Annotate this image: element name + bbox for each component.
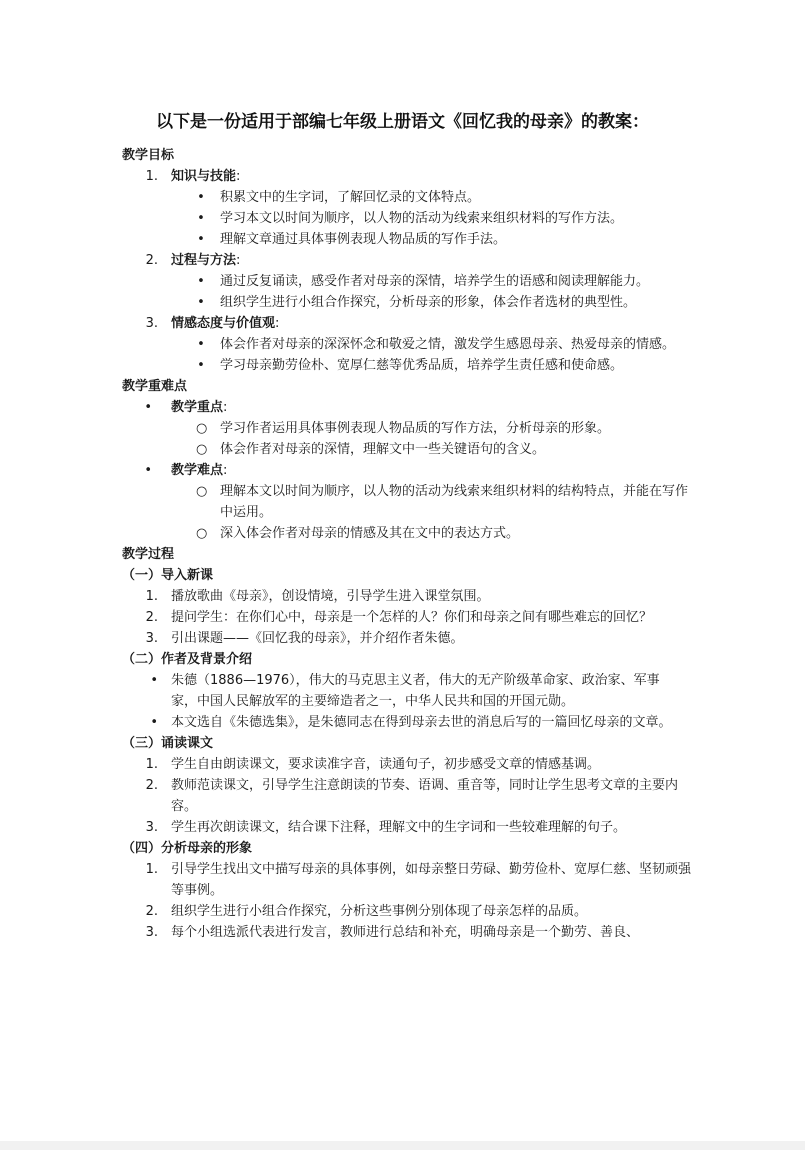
label-colon: :: [236, 169, 241, 184]
list-item: [122, 229, 692, 250]
list-number: 1.: [145, 757, 158, 772]
list-item-text: 学习作者运用具体事例表现人物品质的写作方法，分析母亲的形象。: [220, 421, 611, 436]
list-item: [122, 418, 692, 439]
list-item-text: 理解本文以时间为顺序，以人物的活动为线索来组织材料的结构特点，并能在写作中运用。: [220, 484, 689, 520]
list-number: 2.: [145, 610, 158, 625]
list-number: 3.: [145, 631, 158, 646]
list-item: [122, 817, 692, 838]
list-item-text: 通过反复诵读，感受作者对母亲的深情，培养学生的语感和阅读理解能力。: [220, 274, 650, 289]
objective-label: 情感态度与价值观: [171, 316, 276, 331]
list-item-text: 引导学生找出文中描写母亲的具体事例，如母亲整日劳碌、勤劳俭朴、宽厚仁慈、坚韧顽强等事例。: [171, 862, 692, 898]
list-number: 3.: [145, 925, 158, 940]
label-colon: :: [275, 316, 280, 331]
list-item-text: 教师范读课文，引导学生注意朗读的节奏、语调、重音等，同时让学生思考文章的主要内容。: [171, 778, 679, 814]
list-number: 1.: [145, 169, 158, 184]
subsection-heading: （三）诵读课文: [122, 736, 214, 751]
section-heading-keypoints: 教学重难点: [122, 379, 188, 394]
objective-group: [122, 166, 692, 187]
keypoint-group: [122, 460, 692, 481]
list-item-text: 组织学生进行小组合作探究，分析这些事例分别体现了母亲怎样的品质。: [171, 904, 588, 919]
list-item: [122, 292, 692, 313]
list-item: [122, 712, 683, 733]
bullet-icon: •: [150, 715, 158, 730]
list-item: [122, 208, 692, 229]
list-number: 2.: [145, 253, 158, 268]
list-number: 2.: [145, 778, 158, 793]
list-item-text: 播放歌曲《母亲》，创设情境，引导学生进入课堂氛围。: [171, 589, 490, 604]
circle-bullet-icon: ○: [196, 421, 208, 436]
bullet-icon: •: [197, 211, 205, 226]
list-item: [122, 187, 692, 208]
list-item-text: 体会作者对母亲的深情，理解文中一些关键语句的含义。: [220, 442, 546, 457]
bullet-icon: •: [150, 673, 158, 688]
list-item-text: 提问学生：在你们心中，母亲是一个怎样的人？你们和母亲之间有哪些难忘的回忆？: [171, 610, 653, 625]
subsection-heading: （二）作者及背景介绍: [122, 652, 253, 667]
list-item: [122, 334, 676, 355]
list-number: 1.: [145, 589, 158, 604]
list-item: [122, 271, 660, 292]
list-number: 3.: [145, 820, 158, 835]
list-item-text: 每个小组选派代表进行发言，教师进行总结和补充，明确母亲是一个勤劳、善良、: [171, 925, 640, 940]
list-item: [122, 586, 692, 607]
label-colon: :: [236, 253, 241, 268]
list-item-text: 积累文中的生字词，了解回忆录的文体特点。: [220, 190, 481, 205]
list-item: [122, 670, 683, 712]
list-item-text: 组织学生进行小组合作探究，分析母亲的形象，体会作者选材的典型性。: [220, 295, 637, 310]
list-item: [122, 901, 692, 922]
bullet-icon: •: [197, 358, 205, 373]
bullet-icon: •: [144, 463, 152, 478]
list-item: [122, 754, 692, 775]
circle-bullet-icon: ○: [196, 526, 208, 541]
list-item-text: 本文选自《朱德选集》，是朱德同志在得到母亲去世的消息后写的一篇回忆母亲的文章。: [171, 715, 672, 730]
list-item-text: 深入体会作者对母亲的情感及其在文中的表达方式。: [220, 526, 520, 541]
list-number: 2.: [145, 904, 158, 919]
subsection-heading: （四）分析母亲的形象: [122, 841, 253, 856]
list-item-text: 学生自由朗读课文，要求读准字音，读通句子，初步感受文章的情感基调。: [171, 757, 601, 772]
document-body: [122, 145, 692, 943]
list-item: [122, 922, 692, 943]
section-heading-process: 教学过程: [122, 547, 175, 562]
bullet-icon: •: [197, 232, 205, 247]
list-item: [122, 481, 688, 523]
list-item-text: 引出课题——《回忆我的母亲》，并介绍作者朱德。: [171, 631, 464, 646]
list-item: [122, 775, 691, 817]
bullet-icon: •: [144, 400, 152, 415]
bullet-icon: •: [197, 337, 205, 352]
list-item-text: 学习母亲勤劳俭朴、宽厚仁慈等优秀品质，培养学生责任感和使命感。: [220, 358, 624, 373]
circle-bullet-icon: ○: [196, 442, 208, 457]
list-item-text: 学习本文以时间为顺序，以人物的活动为线索来组织材料的写作方法。: [220, 211, 624, 226]
list-item-text: 理解文章通过具体事例表现人物品质的写作手法。: [220, 232, 507, 247]
list-item: [122, 355, 692, 376]
bullet-icon: •: [197, 190, 205, 205]
page-title: 以下是一份适用于部编七年级上册语文《回忆我的母亲》的教案：: [156, 112, 649, 132]
list-item: [122, 859, 691, 901]
circle-bullet-icon: ○: [196, 484, 208, 499]
list-item-text: 朱德（1886—1976），伟大的马克思主义者，伟大的无产阶级革命家、政治家、军事家，中国人民解放军的主要缔造者之一，中华人民共和国的开国元勋。: [171, 673, 660, 709]
objective-group: [122, 313, 692, 334]
list-item: [122, 439, 692, 460]
keypoint-group: [122, 397, 692, 418]
section-heading-objectives: 教学目标: [122, 148, 175, 163]
list-number: 3.: [145, 316, 158, 331]
bullet-icon: •: [197, 274, 205, 289]
subsection-heading: （一）导入新课: [122, 568, 214, 583]
list-number: 1.: [145, 862, 158, 877]
label-colon: :: [223, 400, 228, 415]
keypoint-label: 教学重点: [171, 400, 224, 415]
label-colon: :: [223, 463, 228, 478]
bullet-icon: •: [197, 295, 205, 310]
list-item-text: 学生再次朗读课文，结合课下注释，理解文中的生字词和一些较难理解的句子。: [171, 820, 627, 835]
keypoint-label: 教学难点: [171, 463, 224, 478]
objective-group: [122, 250, 692, 271]
list-item: [122, 607, 683, 628]
objective-label: 知识与技能: [171, 169, 237, 184]
objective-label: 过程与方法: [171, 253, 237, 268]
list-item-text: 体会作者对母亲的深深怀念和敬爱之情，激发学生感恩母亲、热爱母亲的情感。: [220, 337, 676, 352]
list-item: [122, 628, 692, 649]
list-item: [122, 523, 692, 544]
